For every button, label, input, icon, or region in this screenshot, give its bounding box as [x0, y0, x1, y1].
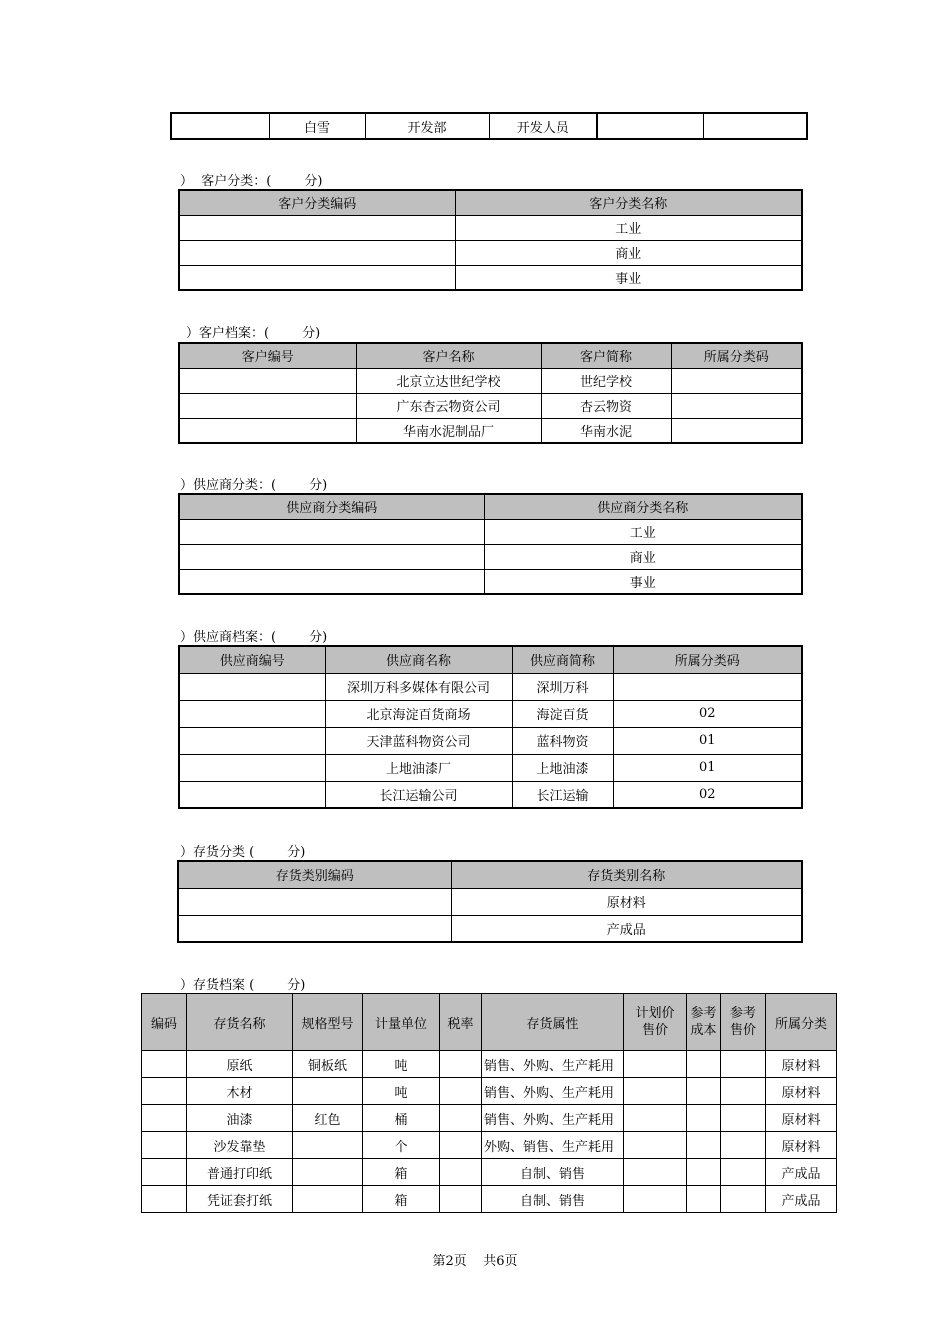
table-row: [142, 1078, 837, 1105]
table-cell: 01: [613, 727, 802, 754]
table-row: [179, 265, 802, 290]
table-cell: 长江运输公司: [325, 781, 512, 808]
table-cell: 商业: [455, 240, 802, 265]
table-cell: [179, 781, 325, 808]
column-header: 参考售价: [721, 994, 766, 1051]
table-cell: [293, 1186, 363, 1213]
table-cell: 华南水泥制品厂: [356, 418, 541, 443]
table-row: [179, 569, 802, 594]
table-cell: 北京立达世纪学校: [356, 368, 541, 393]
column-header: 所属分类码: [671, 343, 802, 368]
table-cell: [624, 1078, 687, 1105]
column-header: 供应商名称: [325, 646, 512, 673]
table-header-row: [142, 994, 837, 1051]
table-row: [179, 418, 802, 443]
user-dept-cell: 开发部: [365, 113, 489, 139]
customer-category-heading: ） 客户分类：( 分): [180, 174, 323, 189]
table-cell: 产成品: [766, 1159, 837, 1186]
table-header-row: [179, 190, 802, 215]
table-cell: [440, 1159, 482, 1186]
table-cell: [687, 1105, 721, 1132]
table-cell: [440, 1051, 482, 1078]
table-cell: [142, 1051, 187, 1078]
table-row: [179, 393, 802, 418]
user-name-cell: 白雪: [269, 113, 365, 139]
supplier-file-table: [178, 645, 803, 809]
table-cell: 红色: [293, 1105, 363, 1132]
table-cell: 上地油漆厂: [325, 754, 512, 781]
column-header: 规格型号: [293, 994, 363, 1051]
table-cell: [142, 1078, 187, 1105]
table-cell: 吨: [363, 1078, 440, 1105]
supplier-category-table: [178, 493, 803, 595]
table-cell: 长江运输: [512, 781, 613, 808]
column-header: 存货名称: [187, 994, 293, 1051]
table-cell: 原材料: [766, 1132, 837, 1159]
table-row: [179, 727, 802, 754]
table-cell: [179, 700, 325, 727]
table-row: [178, 915, 802, 942]
table-cell: 事业: [484, 569, 802, 594]
table-cell: [179, 368, 356, 393]
table-cell: [721, 1132, 766, 1159]
table-cell: 02: [613, 781, 802, 808]
column-header: 编码: [142, 994, 187, 1051]
table-cell: 世纪学校: [541, 368, 671, 393]
user-extra-cell: [597, 113, 703, 139]
table-row: [142, 1132, 837, 1159]
table-row: [179, 673, 802, 700]
table-cell: 深圳万科: [512, 673, 613, 700]
table-cell: [178, 915, 451, 942]
column-header: 所属分类码: [613, 646, 802, 673]
table-row: [142, 1186, 837, 1213]
table-cell: 原材料: [766, 1051, 837, 1078]
table-header-row: [179, 343, 802, 368]
table-cell: 自制、销售: [482, 1159, 624, 1186]
table-cell: 商业: [484, 544, 802, 569]
table-cell: [687, 1051, 721, 1078]
supplier-file-heading: ）供应商档案：( 分): [180, 630, 328, 645]
table-cell: [687, 1078, 721, 1105]
column-header: 所属分类: [766, 994, 837, 1051]
table-cell: [687, 1159, 721, 1186]
table-header-row: [179, 646, 802, 673]
column-header: 供应商分类名称: [484, 494, 802, 519]
table-cell: 箱: [363, 1159, 440, 1186]
table-cell: [179, 240, 455, 265]
inventory-category-heading: ）存货分类 ( 分): [180, 845, 306, 860]
table-cell: 深圳万科多媒体有限公司: [325, 673, 512, 700]
table-header-row: [179, 494, 802, 519]
table-cell: [721, 1051, 766, 1078]
inventory-file-heading: ）存货档案 ( 分): [180, 978, 306, 993]
page-number: 第2页 共6页: [432, 1254, 518, 1269]
user-table: [170, 112, 808, 140]
table-cell: 销售、外购、生产耗用: [482, 1078, 624, 1105]
table-cell: [179, 569, 484, 594]
user-id-cell: [171, 113, 269, 139]
table-cell: [721, 1186, 766, 1213]
table-cell: 油漆: [187, 1105, 293, 1132]
table-cell: [721, 1159, 766, 1186]
table-cell: 铜板纸: [293, 1051, 363, 1078]
table-row: [142, 1051, 837, 1078]
inventory-category-table: [177, 860, 803, 943]
table-row: [178, 888, 802, 915]
table-row: [179, 368, 802, 393]
table-cell: [179, 418, 356, 443]
table-row: [179, 240, 802, 265]
table-cell: [624, 1186, 687, 1213]
table-cell: 原材料: [766, 1105, 837, 1132]
table-cell: [142, 1159, 187, 1186]
table-cell: 外购、销售、生产耗用: [482, 1132, 624, 1159]
table-cell: [179, 754, 325, 781]
table-cell: 上地油漆: [512, 754, 613, 781]
table-cell: [671, 368, 802, 393]
column-header: 供应商简称: [512, 646, 613, 673]
column-header: 供应商编号: [179, 646, 325, 673]
customer-file-heading: ）客户档案：( 分): [186, 326, 321, 341]
user-extra-cell: [703, 113, 807, 139]
table-cell: [293, 1132, 363, 1159]
table-cell: 凭证套打纸: [187, 1186, 293, 1213]
table-cell: 事业: [455, 265, 802, 290]
table-cell: 销售、外购、生产耗用: [482, 1105, 624, 1132]
table-cell: 原材料: [766, 1078, 837, 1105]
table-cell: 个: [363, 1132, 440, 1159]
table-cell: 吨: [363, 1051, 440, 1078]
table-header-row: [178, 861, 802, 888]
table-cell: 沙发靠垫: [187, 1132, 293, 1159]
table-cell: 北京海淀百货商场: [325, 700, 512, 727]
table-cell: [179, 265, 455, 290]
table-cell: [687, 1132, 721, 1159]
table-cell: [624, 1051, 687, 1078]
table-cell: 产成品: [766, 1186, 837, 1213]
column-header: 客户编号: [179, 343, 356, 368]
table-cell: 工业: [484, 519, 802, 544]
column-header: 客户分类编码: [179, 190, 455, 215]
table-cell: [440, 1132, 482, 1159]
table-cell: 蓝科物资: [512, 727, 613, 754]
table-cell: 广东杏云物资公司: [356, 393, 541, 418]
table-cell: [142, 1186, 187, 1213]
table-row: [179, 215, 802, 240]
table-row: [142, 1159, 837, 1186]
table-cell: [179, 393, 356, 418]
column-header: 供应商分类编码: [179, 494, 484, 519]
table-cell: [179, 673, 325, 700]
table-row: [179, 519, 802, 544]
column-header: 存货类别名称: [451, 861, 802, 888]
table-cell: [671, 393, 802, 418]
column-header: 存货属性: [482, 994, 624, 1051]
table-cell: [440, 1186, 482, 1213]
table-cell: 华南水泥: [541, 418, 671, 443]
table-cell: 01: [613, 754, 802, 781]
table-cell: [721, 1105, 766, 1132]
table-row: [179, 754, 802, 781]
inventory-file-table: [141, 993, 837, 1213]
table-cell: [624, 1159, 687, 1186]
table-cell: [293, 1078, 363, 1105]
table-cell: 海淀百货: [512, 700, 613, 727]
table-cell: 自制、销售: [482, 1186, 624, 1213]
table-cell: 销售、外购、生产耗用: [482, 1051, 624, 1078]
table-cell: [440, 1105, 482, 1132]
table-cell: [721, 1078, 766, 1105]
customer-category-table: [178, 189, 803, 291]
table-cell: 木材: [187, 1078, 293, 1105]
table-cell: [179, 215, 455, 240]
table-row: [171, 113, 807, 139]
table-cell: 天津蓝科物资公司: [325, 727, 512, 754]
column-header: 客户简称: [541, 343, 671, 368]
table-cell: [293, 1159, 363, 1186]
column-header: 客户分类名称: [455, 190, 802, 215]
column-header: 客户名称: [356, 343, 541, 368]
column-header: 计划价售价: [624, 994, 687, 1051]
table-cell: 产成品: [451, 915, 802, 942]
table-row: [179, 700, 802, 727]
table-cell: [178, 888, 451, 915]
table-cell: [179, 727, 325, 754]
customer-file-table: [178, 342, 803, 444]
table-cell: 原纸: [187, 1051, 293, 1078]
table-cell: 原材料: [451, 888, 802, 915]
table-cell: 工业: [455, 215, 802, 240]
table-cell: 普通打印纸: [187, 1159, 293, 1186]
user-role-cell: 开发人员: [489, 113, 597, 139]
supplier-category-heading: ）供应商分类：( 分): [180, 478, 328, 493]
table-cell: [624, 1132, 687, 1159]
column-header: 计量单位: [363, 994, 440, 1051]
table-cell: [624, 1105, 687, 1132]
table-cell: 桶: [363, 1105, 440, 1132]
table-cell: [687, 1186, 721, 1213]
table-cell: 箱: [363, 1186, 440, 1213]
table-row: [179, 781, 802, 808]
table-cell: [440, 1078, 482, 1105]
column-header: 参考成本: [687, 994, 721, 1051]
table-row: [142, 1105, 837, 1132]
table-cell: [179, 544, 484, 569]
column-header: 存货类别编码: [178, 861, 451, 888]
table-cell: [179, 519, 484, 544]
table-cell: [613, 673, 802, 700]
table-row: [179, 544, 802, 569]
table-cell: 杏云物资: [541, 393, 671, 418]
table-cell: 02: [613, 700, 802, 727]
table-cell: [142, 1105, 187, 1132]
table-cell: [142, 1132, 187, 1159]
column-header: 税率: [440, 994, 482, 1051]
table-cell: [671, 418, 802, 443]
